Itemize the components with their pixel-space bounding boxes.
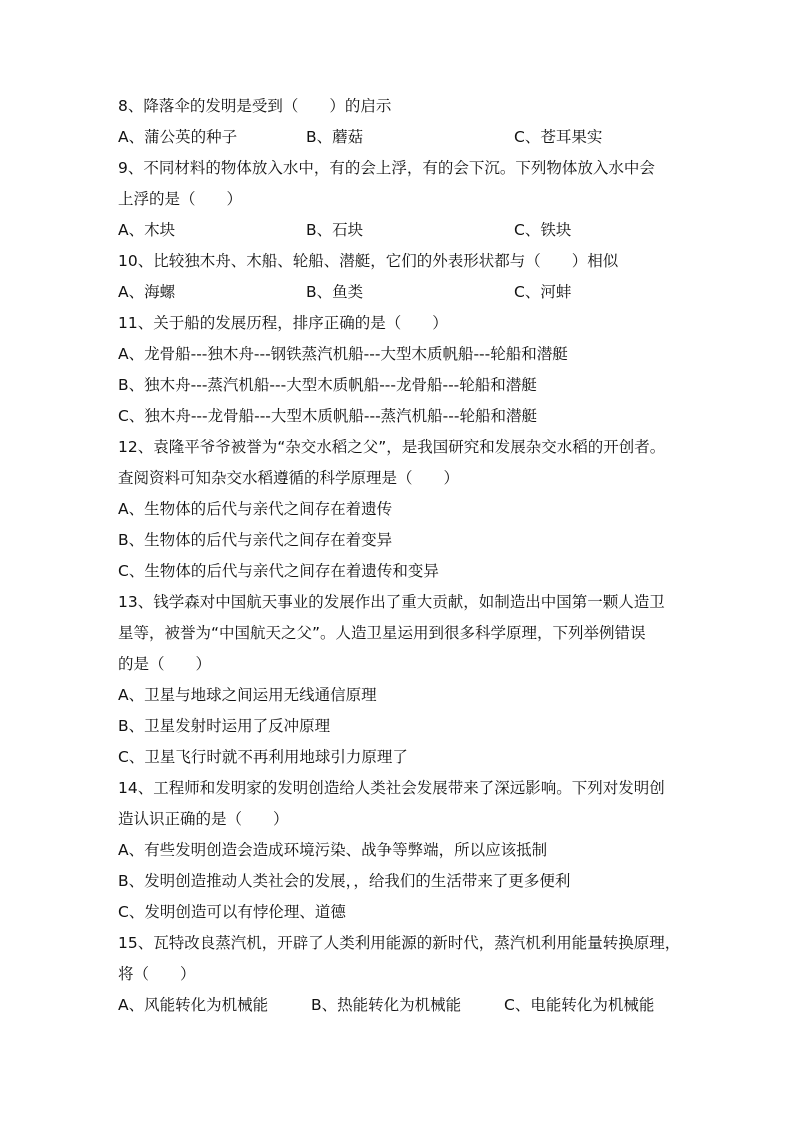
option-c: C、河蚌 — [514, 283, 572, 301]
question-12-stem-line-1: 12、袁隆平爷爷被誉为“杂交水稻之父”，是我国研究和发展杂交水稻的开创者。 — [118, 438, 666, 456]
question-10-options — [118, 277, 688, 308]
option-c: C、苍耳果实 — [514, 128, 603, 146]
question-11 — [118, 308, 688, 432]
question-15-stem-line-1: 15、瓦特改良蒸汽机，开辟了人类利用能源的新时代，蒸汽机利用能量转换原理， — [118, 934, 681, 952]
question-13-stem-line-2: 星等，被誉为“中国航天之父”。人造卫星运用到很多科学原理，下列举例错误 — [118, 624, 646, 642]
question-9-stem-line-1: 9、不同材料的物体放入水中，有的会上浮，有的会下沉。下列物体放入水中会 — [118, 159, 655, 177]
question-10-stem: 10、比较独木舟、木船、轮船、潜艇，它们的外表形状都与（ ）相似 — [118, 252, 619, 270]
option-b: B、鱼类 — [306, 283, 364, 301]
option-c: C、铁块 — [514, 221, 572, 239]
question-8 — [118, 91, 688, 153]
question-14-stem-line-2: 造认识正确的是（ ） — [118, 810, 289, 828]
option-c: C、生物体的后代与亲代之间存在着遗传和变异 — [118, 562, 439, 580]
option-b: B、独木舟---蒸汽机船---大型木质帆船---龙骨船---轮船和潜艇 — [118, 376, 537, 394]
question-9 — [118, 153, 688, 246]
question-10 — [118, 246, 688, 308]
option-a: A、风能转化为机械能 — [118, 996, 269, 1014]
question-11-stem: 11、关于船的发展历程，排序正确的是（ ） — [118, 314, 448, 332]
option-a: A、龙骨船---独木舟---钢铁蒸汽机船---大型木质帆船---轮船和潜艇 — [118, 345, 568, 363]
option-a: A、木块 — [118, 221, 176, 239]
option-c: C、电能转化为机械能 — [504, 996, 655, 1014]
option-b: B、石块 — [306, 221, 364, 239]
question-list — [118, 91, 688, 1021]
question-15-options — [118, 990, 688, 1021]
option-a: A、蒲公英的种子 — [118, 128, 238, 146]
question-13-stem-line-3: 的是（ ） — [118, 655, 212, 673]
option-b: B、热能转化为机械能 — [311, 996, 462, 1014]
option-c: C、独木舟---龙骨船---大型木质帆船---蒸汽机船---轮船和潜艇 — [118, 407, 537, 425]
question-8-stem: 8、降落伞的发明是受到（ ）的启示 — [118, 97, 392, 115]
option-a: A、生物体的后代与亲代之间存在着遗传 — [118, 500, 393, 518]
question-12 — [118, 432, 688, 587]
option-b: B、蘑菇 — [306, 128, 364, 146]
option-b: B、生物体的后代与亲代之间存在着变异 — [118, 531, 393, 549]
question-9-options — [118, 215, 688, 246]
question-15 — [118, 928, 688, 1021]
question-9-stem-line-2: 上浮的是（ ） — [118, 190, 243, 208]
option-b: B、卫星发射时运用了反冲原理 — [118, 717, 331, 735]
option-b: B、发明创造推动人类社会的发展，，给我们的生活带来了更多便利 — [118, 872, 571, 890]
option-a: A、有些发明创造会造成环境污染、战争等弊端，所以应该抵制 — [118, 841, 548, 859]
option-a: A、海螺 — [118, 283, 176, 301]
option-a: A、卫星与地球之间运用无线通信原理 — [118, 686, 377, 704]
question-15-stem-line-2: 将（ ） — [118, 965, 196, 983]
option-c: C、卫星飞行时就不再利用地球引力原理了 — [118, 748, 408, 766]
question-13-stem-line-1: 13、钱学森对中国航天事业的发展作出了重大贡献，如制造出中国第一颗人造卫 — [118, 593, 665, 611]
question-8-options — [118, 122, 688, 153]
option-c: C、发明创造可以有悖伦理、道德 — [118, 903, 346, 921]
question-13 — [118, 587, 688, 773]
question-14 — [118, 773, 688, 928]
question-12-stem-line-2: 查阅资料可知杂交水稻遵循的科学原理是（ ） — [118, 469, 460, 487]
question-14-stem-line-1: 14、工程师和发明家的发明创造给人类社会发展带来了深远影响。下列对发明创 — [118, 779, 665, 797]
